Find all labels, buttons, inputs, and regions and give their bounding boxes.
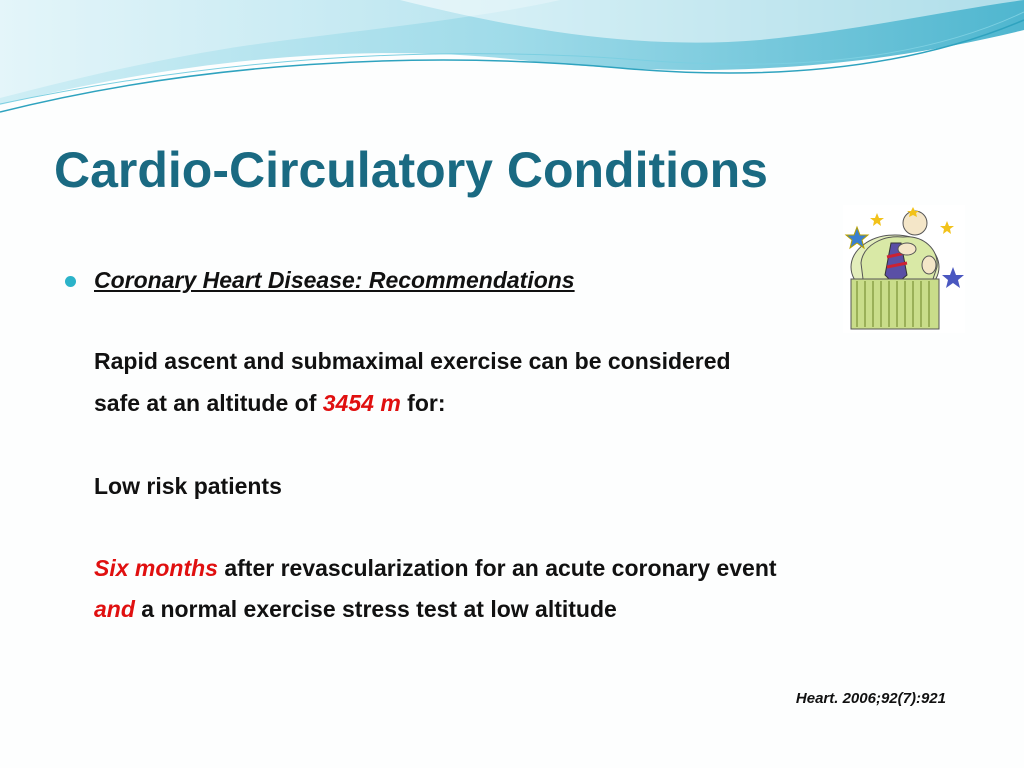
- paragraph-1-line-2-after: for:: [400, 390, 446, 416]
- and-highlight: and: [94, 596, 135, 622]
- top-wave-decoration: [0, 0, 1024, 130]
- bullet-dot-icon: [65, 276, 76, 287]
- paragraph-3-line-1-after: after revascularization for an acute coronary event: [217, 555, 777, 581]
- paragraph-1-line-2-before: safe at an altitude of: [94, 390, 323, 416]
- paragraph-3-line-2-after: a normal exercise stress test at low altitude: [134, 596, 617, 622]
- slide-title: Cardio-Circulatory Conditions: [54, 142, 768, 198]
- citation: Heart. 2006;92(7):921: [795, 690, 946, 707]
- six-months-highlight: Six months: [94, 555, 218, 581]
- altitude-highlight: 3454 m: [322, 390, 401, 416]
- paragraph-2: Low risk patients: [94, 473, 282, 499]
- paragraph-3-line-1: [94, 555, 777, 583]
- bullet-heading: Coronary Heart Disease: Recommendations: [94, 267, 575, 293]
- man-clutching-chest-icon: [843, 205, 965, 333]
- paragraph-1-line-1: Rapid ascent and submaximal exercise can be considered: [94, 348, 731, 374]
- paragraph-3-line-2: [94, 596, 617, 624]
- paragraph-1-line-2: [94, 390, 446, 418]
